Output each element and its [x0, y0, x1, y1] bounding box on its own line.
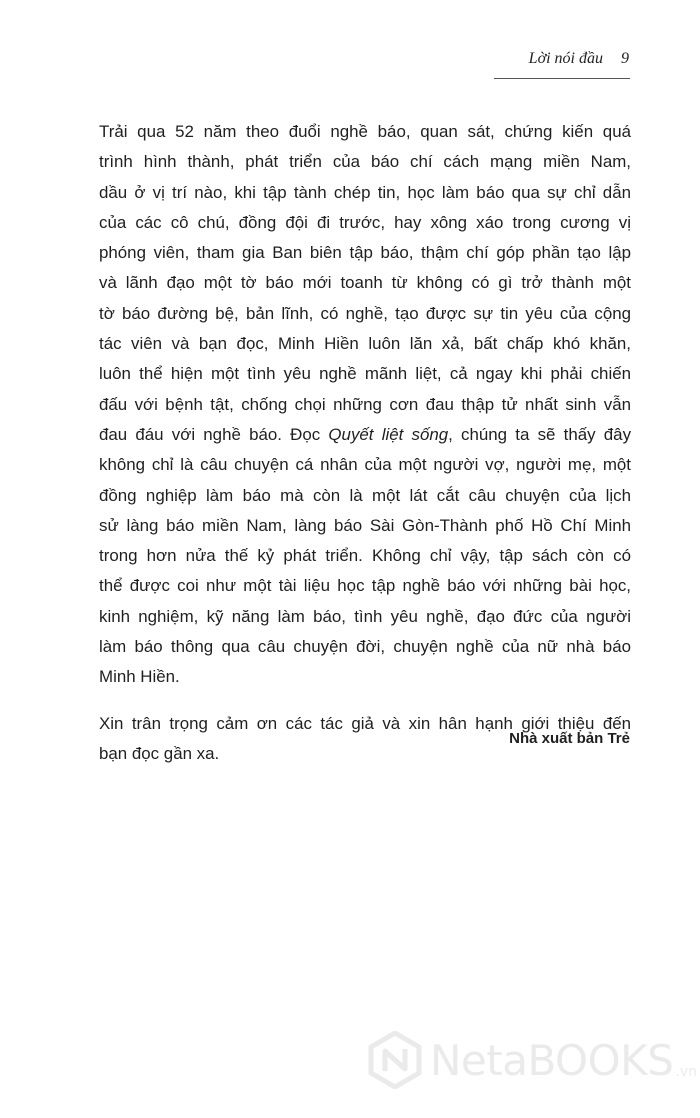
text-line: Xin trân trọng cảm ơn các tác giả và xin hân hạnh giới thiệu đến — [99, 713, 631, 733]
text-line: kinh nghiệm, kỹ năng làm báo, tình yêu nghề, đạo đức của người — [99, 606, 631, 626]
watermark — [366, 1030, 697, 1090]
text-line: dầu ở vị trí nào, khi tập tành chép tin, học làm báo qua sự chỉ dẫn — [99, 182, 631, 202]
text-line: luôn thể hiện một tình yêu nghề mãnh liệt, cả ngay khi phải chiến — [99, 364, 631, 384]
publisher-signature: Nhà xuất bản Trẻ — [509, 730, 630, 747]
text-line: bạn đọc gần xa. — [99, 743, 220, 763]
page-number: 9 — [621, 50, 629, 67]
watermark-suffix: .vn — [675, 1064, 697, 1080]
text-line: đồng nghiệp làm báo mà còn là một lát cắt câu chuyện của lịch — [99, 485, 631, 505]
text-line: phóng viên, tham gia Ban biên tập báo, thậm chí góp phần tạo lập — [99, 243, 631, 263]
text-line: không chỉ là câu chuyện cá nhân của một người vợ, người mẹ, một — [99, 455, 631, 475]
text-line: và lãnh đạo một tờ báo mới toanh từ không có gì trở thành một — [99, 273, 631, 293]
text-run: , chúng ta sẽ thấy đây — [448, 424, 632, 444]
text-line: Trải qua 52 năm theo đuổi nghề báo, quan sát, chứng kiến quá — [99, 122, 631, 141]
body-text — [99, 117, 631, 769]
text-line: làm báo thông qua câu chuyện đời, chuyện nghề của nữ nhà báo — [99, 637, 631, 657]
book-title: Quyết liệt sống — [328, 424, 449, 444]
text-line: trong hơn nửa thế kỷ phát triển. Không chỉ vậy, tập sách còn có — [99, 546, 631, 566]
netabooks-logo-icon — [366, 1031, 424, 1089]
watermark-text: NetaBOOKS — [430, 1035, 674, 1085]
text-line — [99, 420, 631, 450]
text-line: của các cô chú, đồng đội đi trước, hay xông xáo trong cương vị — [99, 212, 631, 232]
text-line: tờ báo đường bệ, bản lĩnh, có nghề, tạo được sự tin yêu của cộng — [99, 303, 631, 323]
text-line: Minh Hiền. — [99, 667, 180, 687]
running-header — [529, 50, 629, 68]
chapter-title: Lời nói đầu — [528, 50, 603, 67]
paragraph — [99, 117, 631, 693]
text-line: sử làng báo miền Nam, làng báo Sài Gòn-Thành phố Hồ Chí Minh — [99, 515, 631, 535]
text-run: đau đáu với nghề báo. Đọc — [99, 424, 329, 444]
text-line: trình hình thành, phát triển của báo chí cách mạng miền Nam, — [99, 152, 631, 172]
text-line: tác viên và bạn đọc, Minh Hiền luôn lăn xả, bất chấp khó khăn, — [99, 334, 631, 354]
header-divider — [494, 78, 630, 79]
text-line: thể được coi như một tài liệu học tập nghề báo với những bài học, — [99, 576, 631, 596]
text-line: đấu với bệnh tật, chống chọi những cơn đau thập tử nhất sinh vẫn — [99, 394, 631, 414]
